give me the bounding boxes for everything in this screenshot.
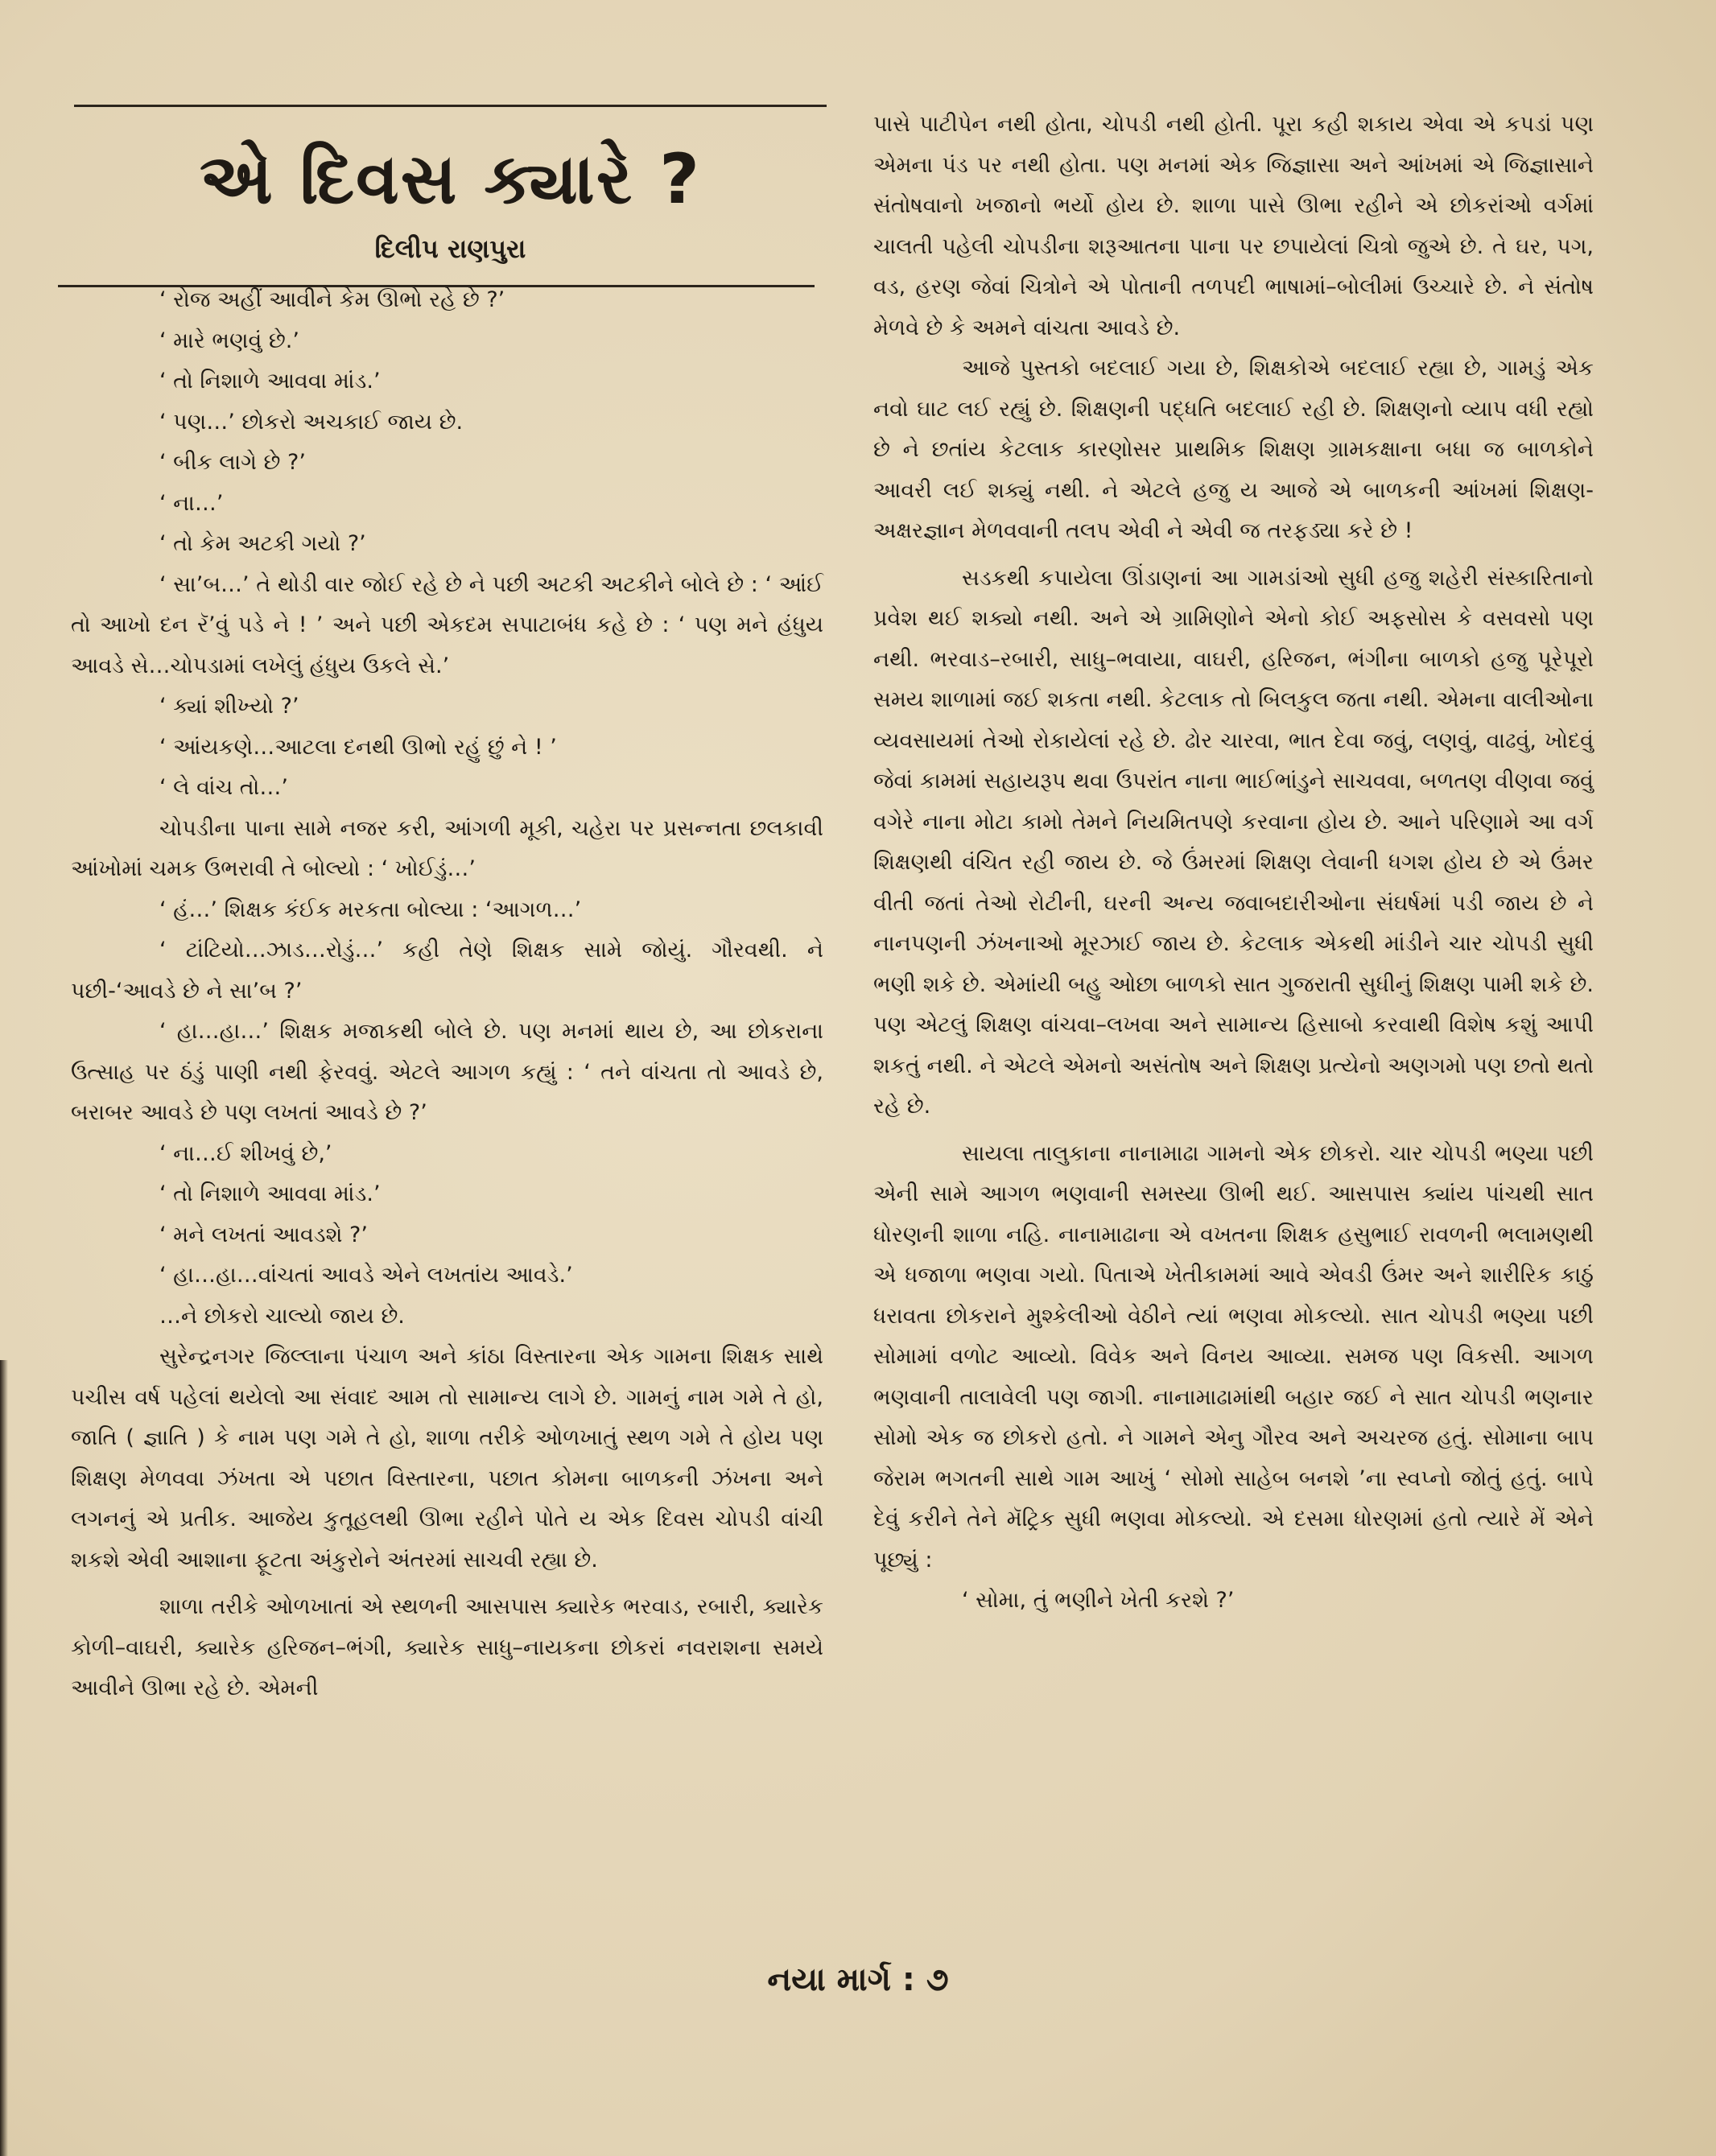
paragraph: ‘ સોમા, તું ભણીને ખેતી કરશે ?’ xyxy=(962,1588,1235,1613)
paragraph: સડકથી કપાયેલા ઊંડાણનાં આ ગામડાંઓ સુધી હજુ શહેરી સંસ્કારિતાનો પ્રવેશ થઈ શક્યો નથી. અને એ ગ્રામિણોને એનો કોઈ અફસોસ કે વસવસો પણ નથી. ભરવાડ–રબારી, સાધુ–ભવાયા, વાઘરી, હરિજન, ભંગીના બાળકો હજુ પૂરેપૂરો સમય શાળામાં જઈ શકતા નથી. કેટલાક તો બિલકુલ જતા નથી. એમના વાલીઓના વ્યવસાયમાં તેઓ રોકાયેલાં રહે છે. ઢોર ચારવા, ભાત દેવા જવું, લણવું, વાઢવું, ખોદવું જેવાં કામમાં સહાયરૂપ થવા ઉપરાંત નાના ભાઈભાંડુને સાચવવા, બળતણ વીણવા જવું વગેરે નાના મોટા કામો તેમને નિયમિતપણે કરવાના હોય છે. આને પરિણામે આ વર્ગ શિક્ષણથી વંચિત રહી જાય છે. જે ઉંમરમાં શિક્ષણ લેવાની ધગશ હોય છે એ ઉંમર વીતી જતાં તેઓ રોટીની, ઘરની અન્ય જવાબદારીઓના સંઘર્ષમાં પડી જાય છે ને નાનપણની ઝંખનાઓ મૂરઝાઈ જાય છે. કેટલાક એકથી માંડીને ચાર ચોપડી સુધી ભણી શકે છે. એમાંયી બહુ ઓછા બાળકો સાત ગુજરાતી સુધીનું શિક્ષણ પામી શકે છે. પણ એટલું શિક્ષણ વાંચવા–લખવા અને સામાન્ય હિસાબો કરવાથી વિશેષ કશું આપી શકતું નથી. ને એટલે એમનો અસંતોષ અને શિક્ષણ પ્રત્યેનો અણગમો પણ છતો થતો રહે છે. xyxy=(873,565,1594,1119)
paragraph: ‘ તો નિશાળે આવવા માંડ.’ xyxy=(159,369,381,394)
left-column xyxy=(71,280,823,1709)
paragraph: ‘ હા…હા…વાંચતાં આવડે એને લખતાંય આવડે.’ xyxy=(159,1263,573,1288)
paragraph: ‘ મને લખતાં આવડશે ?’ xyxy=(159,1222,368,1247)
page-footer: નયા માર્ગ : ૭ xyxy=(767,1961,949,1998)
paragraph: આજે પુસ્તકો બદલાઈ ગયા છે, શિક્ષકોએ બદલાઈ રહ્યા છે, ગામડું એક નવો ઘાટ લઈ રહ્યું છે. શિક્ષણની પદ્ધતિ બદલાઈ રહી છે. શિક્ષણનો વ્યાપ વધી રહ્યો છે ને છતાંય કેટલાક કારણોસર પ્રાથમિક શિક્ષણ ગ્રામકક્ષાના બધા જ બાળકોને આવરી લઈ શક્યું નથી. ને એટલે હજુ ય આજે એ બાળકની આંખમાં શિક્ષણ-અક્ષરજ્ઞાન મેળવવાની તલપ એવી ને એવી જ તરફડ્યા કરે છે ! xyxy=(873,356,1594,543)
paragraph: સુરેન્દ્રનગર જિલ્લાના પંચાળ અને કાંઠા વિસ્તારના એક ગામના શિક્ષક સાથે પચીસ વર્ષ પહેલાં થયેલો આ સંવાદ આમ તો સામાન્ય લાગે છે. ગામનું નામ ગમે તે હો, જાતિ ( જ્ઞાતિ ) કે નામ પણ ગમે તે હો, શાળા તરીકે ઓળખાતું સ્થળ ગમે તે હોય પણ શિક્ષણ મેળવવા ઝંખતા એ પછાત વિસ્તારના, પછાત કોમના બાળકની ઝંખના અને લગનનું એ પ્રતીક. આજેય કુતૂહલથી ઊભા રહીને પોતે ય એક દિવસ ચોપડી વાંચી શકશે એવી આશાના ફૂટતા અંકુરોને અંતરમાં સાચવી રહ્યા છે. xyxy=(71,1344,823,1573)
paragraph: ‘ તો નિશાળે આવવા માંડ.’ xyxy=(159,1181,381,1206)
paragraph: ‘ તો કેમ અટકી ગયો ?’ xyxy=(159,531,366,556)
paragraph: ‘ ના…ઈ શીખવું છે,’ xyxy=(159,1140,332,1166)
paragraph: ‘ સા’બ…’ તે થોડી વાર જોઈ રહે છે ને પછી અટકી અટકીને બોલે છે : ‘ આંઈ તો આખો દન રૅ’વું પડે ને ! ’ અને પછી એકદમ સપાટાબંધ કહે છે : ‘ પણ મને હંધુય આવડે સે…ચોપડામાં લખેલું હંધુય ઉકલે સે.’ xyxy=(71,571,823,678)
paragraph: ‘ હં…’ શિક્ષક કંઈક મરકતા બોલ્યા : ‘આગળ…’ xyxy=(159,897,582,922)
article-title: એ દિવસ ક્યારે ? xyxy=(199,139,701,220)
paragraph: સાયલા તાલુકાના નાનામાઢા ગામનો એક છોકરો. ચાર ચોપડી ભણ્યા પછી એની સામે આગળ ભણવાની સમસ્યા ઊભી થઈ. આસપાસ ક્યાંય પાંચથી સાત ધોરણની શાળા નહિ. નાનામાઢાના એ વખતના શિક્ષક હસુભાઈ રાવળની ભલામણથી એ ધજાળા ભણવા ગયો. પિતાએ ખેતીકામમાં આવે એવડી ઉંમર અને શારીરિક કાઠું ધરાવતા છોકરાને મુશ્કેલીઓ વેઠીને ત્યાં ભણવા મોકલ્યો. સાત ચોપડી ભણ્યા પછી સોમામાં વળોટ આવ્યો. વિવેક અને વિનય આવ્યા. સમજ પણ વિકસી. આગળ ભણવાની તાલાવેલી પણ જાગી. નાનામાઢામાંથી બહાર જઈ ને સાત ચોપડી ભણનાર સોમો એક જ છોકરો હતો. ને ગામને એનુ ગૌરવ અને અચરજ હતું. સોમાના બાપ જેરામ ભગતની સાથે ગામ આખું ‘ સોમો સાહેબ બનશે ’ના સ્વપ્નો જોતું હતું. બાપે દેવું કરીને તેને મૅટ્રિક સુધી ભણવા મોકલ્યો. એ દસમા ધોરણમાં હતો ત્યારે મેં એને પૂછ્યું : xyxy=(873,1140,1594,1573)
paragraph: ‘ ટાંટિયો…ઝાડ…રોડું…’ કહી તેણે શિક્ષક સામે જોયું. ગૌરવથી. ને પછી-‘આવડે છે ને સા’બ ?’ xyxy=(71,938,823,1004)
paragraph: ચોપડીના પાના સામે નજર કરી, આંગળી મૂકી, ચહેરા પર પ્રસન્નતા છલકાવી આંખોમાં ચમક ઉભરાવી તે બોલ્યો : ‘ ખોઈડું…’ xyxy=(71,815,823,881)
paragraph: ‘ ક્યાં શીખ્યો ?’ xyxy=(159,694,299,719)
paragraph: ‘ રોજ અહીં આવીને કેમ ઊભો રહે છે ?’ xyxy=(159,287,505,312)
paragraph: ‘ હા…હા…’ શિક્ષક મજાકથી બોલે છે. પણ મનમાં થાય છે, આ છોકરાના ઉત્સાહ પર ઠંડું પાણી નથી ફેરવવું. એટલે આગળ કહ્યું : ‘ તને વાંચતા તો આવડે છે, બરાબર આવડે છે પણ લખતાં આવડે છે ?’ xyxy=(71,1019,823,1125)
article-author: દિલીપ રાણપુરા xyxy=(374,233,526,264)
paragraph: ‘ ના…’ xyxy=(159,490,224,516)
paragraph: પાસે પાટીપેન નથી હોતા, ચોપડી નથી હોતી. પૂરા કહી શકાય એવા એ કપડાં પણ એમના પંડ પર નથી હોતા. પણ મનમાં એક જિજ્ઞાસા અને આંખમાં એ જિજ્ઞાસાને સંતોષવાનો ખજાનો ભર્યો હોય છે. શાળા પાસે ઊભા રહીને એ છોકરાંઓ વર્ગમાં ચાલતી પહેલી ચોપડીના શરૂઆતના પાના પર છપાયેલાં ચિત્રો જુએ છે. તે ઘર, પગ, વડ, હરણ જેવાં ચિત્રોને એ પોતાની તળપદી ભાષામાં–બોલીમાં ઉચ્ચારે છે. ને સંતોષ મેળવે છે કે અમને વાંચતા આવડે છે. xyxy=(873,112,1594,340)
paragraph: શાળા તરીકે ઓળખાતાં એ સ્થળની આસપાસ ક્યારેક ભરવાડ, રબારી, ક્યારેક કોળી–વાઘરી, ક્યારેક હરિજન–ભંગી, ક્યારેક સાધુ–નાયકના છોકરાં નવરાશના સમયે આવીને ઊભા રહે છે. એમની xyxy=(71,1594,823,1700)
title-top-rule xyxy=(74,105,827,107)
paragraph: ‘ લે વાંચ તો…’ xyxy=(159,775,289,800)
paragraph: …ને છોકરો ચાલ્યો જાય છે. xyxy=(159,1303,405,1329)
page-edge-shadow xyxy=(0,1360,8,2156)
paragraph: ‘ પણ…’ છોકરો અચકાઈ જાય છે. xyxy=(159,409,464,435)
right-column xyxy=(873,105,1594,1622)
paragraph: ‘ આંયકણે…આટલા દનથી ઊભો રહું છું ને ! ’ xyxy=(159,734,557,760)
paragraph: ‘ મારે ભણવું છે.’ xyxy=(159,328,299,353)
paragraph: ‘ બીક લાગે છે ?’ xyxy=(159,450,306,475)
